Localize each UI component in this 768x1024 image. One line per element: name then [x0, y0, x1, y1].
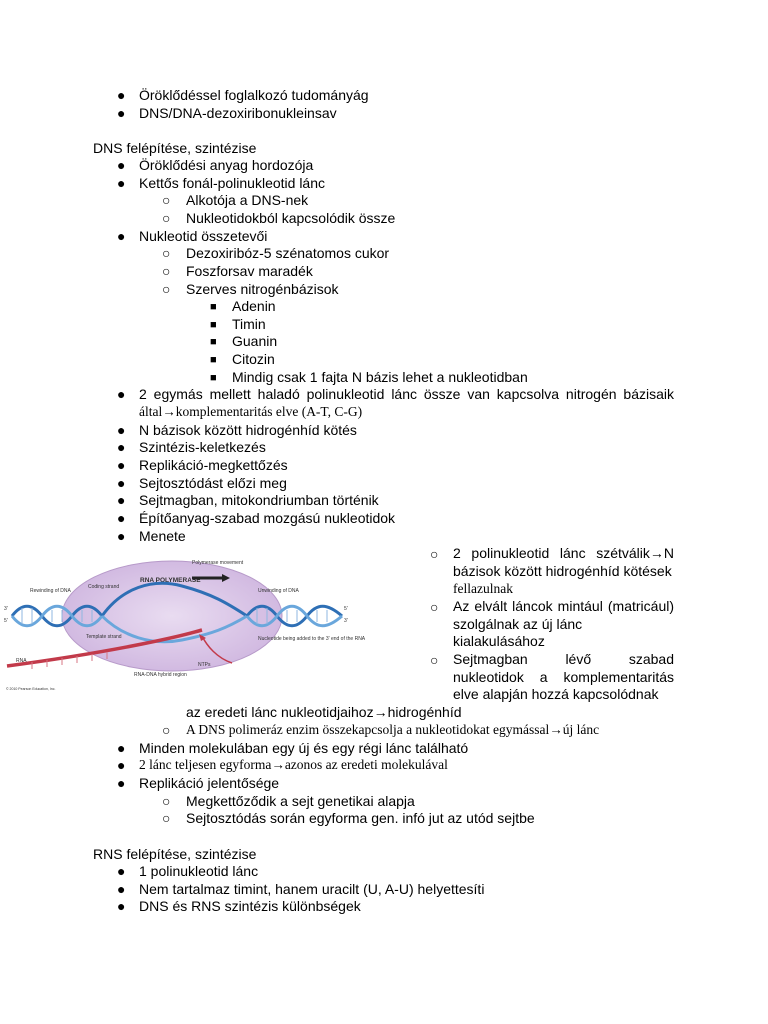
sub-list-item-text: fellazulnak [453, 581, 513, 597]
figure-title: RNA POLYMERASE [140, 577, 201, 584]
circle-bullet-icon: ○ [162, 192, 171, 208]
sub-list-item-text: Sejtmagban lévő szabad nukleotidok a komplementaritás elve alapján hozzá kapcsolódnak [453, 651, 674, 703]
bullet-icon: ● [117, 528, 126, 544]
sub-list-item: Foszforsav maradék [186, 263, 313, 279]
sub-list-item: Dezoxiribóz-5 szénatomos cukor [186, 245, 390, 261]
sub-sub-list-item: Timin [232, 316, 266, 332]
bullet-icon: ● [117, 898, 126, 914]
bullet-icon: ● [117, 475, 126, 491]
square-bullet-icon: ■ [210, 301, 217, 313]
sub-list-item: Sejtosztódás során egyforma gen. infó jut az utód sejtbe [186, 810, 535, 826]
list-item: Sejtosztódást előzi meg [139, 475, 287, 491]
sub-list-item: Nukleotidokból kapcsolódik össze [186, 210, 396, 226]
bullet-icon: ● [117, 457, 126, 473]
sub-list-item-text: Az elvált láncok mintául (matricául) szolgálnak az új lánc [453, 598, 674, 632]
list-item: 2 egymás mellett haladó polinukleotid lánc össze van kapcsolva nitrogén bázisaik [139, 386, 674, 402]
label-template: Template strand [86, 634, 122, 640]
bullet-icon: ● [117, 87, 126, 103]
label-rewinding: Rewinding of DNA [30, 588, 71, 594]
label-ntps: NTPs [198, 662, 211, 668]
figure-copyright: © 2010 Pearson Education, Inc. [6, 687, 56, 691]
sub-list-item-text: 2 polinukleotid lánc szétválik→N bázisok között hidrogénhíd kötések [453, 545, 674, 579]
bullet-icon: ● [117, 175, 126, 191]
sub-list-item: Megkettőződik a sejt genetikai alapja [186, 793, 415, 809]
list-item: Öröklődéssel foglalkozó tudományág [139, 87, 369, 103]
sub-sub-list-item: Guanin [232, 333, 278, 349]
circle-bullet-icon: ○ [162, 245, 171, 261]
circle-bullet-icon: ○ [162, 810, 171, 826]
list-item: DNS/DNA-dezoxiribonukleinsav [139, 105, 337, 121]
bullet-icon: ● [117, 439, 126, 455]
circle-bullet-icon: ○ [430, 652, 439, 668]
list-item: Replikáció jelentősége [139, 775, 280, 791]
list-item: Építőanyag-szabad mozgású nukleotidok [139, 510, 396, 526]
label-3prime-right: 3' [344, 618, 348, 624]
sub-sub-list-item: Adenin [232, 298, 276, 314]
list-item: 2 lánc teljesen egyforma→azonos az eredeti molekulával [139, 757, 448, 772]
square-bullet-icon: ■ [210, 354, 217, 366]
bullet-icon: ● [117, 386, 126, 402]
sub-sub-list-item: Citozin [232, 351, 275, 367]
square-bullet-icon: ■ [210, 372, 217, 384]
circle-bullet-icon: ○ [162, 281, 171, 297]
bullet-icon: ● [117, 881, 126, 897]
label-coding: Coding strand [88, 584, 120, 590]
sub-sub-list-item: Mindig csak 1 fajta N bázis lehet a nukleotidban [232, 369, 528, 385]
sub-list-item: A DNS polimeráz enzim összekapcsolja a nukleotidokat egymással→új lánc [186, 722, 600, 737]
square-bullet-icon: ■ [210, 319, 217, 331]
list-item: Minden molekulában egy új és egy régi lánc található [139, 740, 469, 756]
section-heading-rns: RNS felépítése, szintézise [93, 846, 257, 862]
list-item: Sejtmagban, mitokondriumban történik [139, 492, 379, 508]
bullet-icon: ● [117, 863, 126, 879]
list-item: Replikáció-megkettőzés [139, 457, 288, 473]
circle-bullet-icon: ○ [162, 793, 171, 809]
list-item: Nem tartalmaz timint, hanem uracilt (U, A-U) helyettesíti [139, 881, 485, 897]
bullet-icon: ● [117, 510, 126, 526]
sub-list-item [453, 545, 674, 598]
bullet-icon: ● [117, 757, 126, 773]
label-rna: RNA [16, 658, 27, 664]
list-item: Menete [139, 528, 186, 544]
label-polymerase-movement: Polymerase movement [192, 560, 244, 566]
bullet-icon: ● [117, 775, 126, 791]
label-5prime-left: 5' [4, 618, 8, 624]
list-item: Nukleotid összetevői [139, 228, 268, 244]
label-3prime-left: 3' [4, 606, 8, 612]
circle-bullet-icon: ○ [162, 210, 171, 226]
bullet-icon: ● [117, 105, 126, 121]
square-bullet-icon: ■ [210, 336, 217, 348]
list-item: Öröklődési anyag hordozója [139, 157, 314, 173]
list-item: Kettős fonál-polinukleotid lánc [139, 175, 326, 191]
sub-list-item [453, 598, 674, 651]
bullet-icon: ● [117, 157, 126, 173]
sub-list-item: Alkotója a DNS-nek [186, 192, 309, 208]
label-5prime-right: 5' [344, 606, 348, 612]
circle-bullet-icon: ○ [162, 722, 171, 738]
bullet-icon: ● [117, 228, 126, 244]
section-heading-dns: DNS felépítése, szintézise [93, 140, 257, 156]
label-unwinding: Unwinding of DNA [258, 588, 299, 594]
list-item: DNS és RNS szintézis különbségek [139, 898, 361, 914]
bullet-icon: ● [117, 422, 126, 438]
sub-list-item-continuation: az eredeti lánc nukleotidjaihoz→hidrogénhíd [186, 704, 462, 720]
bullet-icon: ● [117, 492, 126, 508]
list-item: 1 polinukleotid lánc [139, 863, 259, 879]
bullet-icon: ● [117, 740, 126, 756]
list-item-continuation: által→komplementaritás elve (A-T, C-G) [139, 404, 363, 419]
sub-list-item-text: kialakulásához [453, 633, 545, 650]
label-hybrid: RNA-DNA hybrid region [134, 672, 187, 678]
transcription-diagram [2, 548, 367, 696]
circle-bullet-icon: ○ [430, 546, 439, 562]
list-item: Szintézis-keletkezés [139, 439, 266, 455]
sub-list-item: Szerves nitrogénbázisok [186, 281, 339, 297]
label-nucleotide-added: Nucleotide being added to the 3' end of the RNA [258, 636, 366, 642]
list-item: N bázisok között hidrogénhíd kötés [139, 422, 357, 438]
sub-list-item [453, 651, 674, 704]
circle-bullet-icon: ○ [430, 599, 439, 615]
circle-bullet-icon: ○ [162, 263, 171, 279]
